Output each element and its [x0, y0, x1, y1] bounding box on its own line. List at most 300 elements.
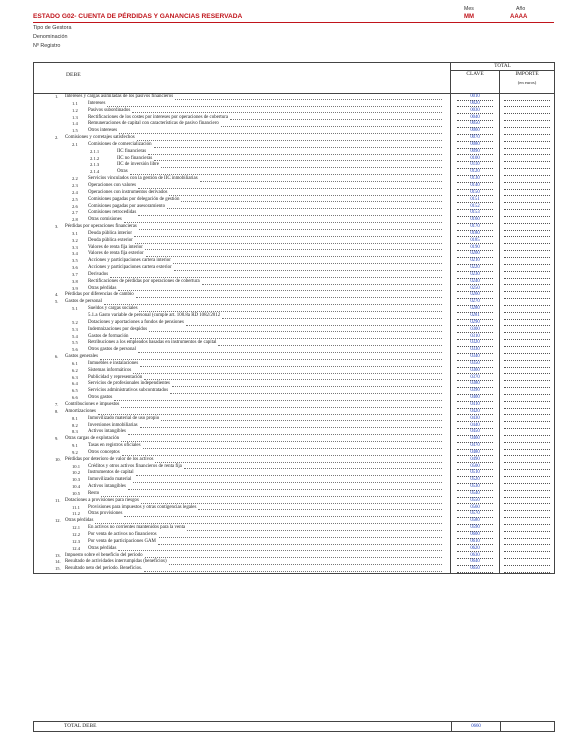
row-code: 0580 [470, 518, 480, 524]
table-row [34, 286, 554, 293]
row-number: 1.5 [72, 128, 78, 134]
row-leader [161, 420, 442, 421]
row-code: 0150 [470, 189, 480, 195]
row-leader [124, 222, 442, 223]
row-leader [186, 325, 442, 326]
row-leader [95, 523, 442, 524]
row-label: Otras pérdidas [88, 545, 117, 551]
table-header [34, 63, 554, 94]
row-code: 0250 [470, 285, 480, 291]
row-code: 0450 [470, 429, 480, 435]
row-code: 0070 [470, 135, 480, 141]
row-label: Resto [88, 490, 100, 496]
row-label: Operaciones con valores [88, 182, 137, 188]
row-label: Intereses [88, 100, 106, 106]
row-label: Intereses y cargas asimiladas de los pasivos financieros [65, 94, 174, 99]
table-row [34, 381, 554, 388]
euros-note: (en euros) [517, 80, 537, 85]
row-leader [144, 379, 442, 380]
table-row [34, 402, 554, 409]
row-code: 0080 [470, 141, 480, 147]
row-code: 0380 [470, 381, 480, 387]
table-row [34, 518, 554, 525]
row-code: 0620 [470, 545, 480, 551]
row-number: 12.1 [72, 525, 81, 531]
row-label: Pérdidas por operaciones financieras [65, 224, 137, 230]
row-leader [128, 489, 442, 490]
row-number: 12. [55, 518, 61, 524]
row-code: 0310 [470, 333, 480, 339]
row-code: 0350 [470, 360, 480, 366]
row-label: Valores de renta fija interior [88, 244, 143, 250]
row-label: Por venta de participaciones GAM [88, 538, 156, 544]
row-leader [100, 359, 442, 360]
row-label: Otras cargas de explotación [65, 436, 120, 442]
row-code: 0520 [470, 477, 480, 483]
row-label: Servicios administrativos subcontratados [88, 388, 169, 394]
row-code: 0530 [470, 484, 480, 490]
row-code: 0500 [470, 463, 480, 469]
row-leader [154, 160, 442, 161]
row-label: Publicidad y representación [88, 374, 143, 380]
row-leader [140, 366, 442, 367]
row-code: 0590 [470, 525, 480, 531]
row-code: 0153 [470, 210, 480, 216]
row-label: Comisiones y corretajes satisfechos [65, 135, 135, 141]
code-underline [457, 572, 493, 573]
row-leader [134, 236, 442, 237]
row-number: 10.1 [72, 463, 81, 469]
table-row [34, 334, 554, 341]
table-row [34, 361, 554, 368]
table-row [34, 156, 554, 163]
row-code: 0460 [470, 436, 480, 442]
table-row [34, 210, 554, 217]
row-code: 0140 [470, 182, 480, 188]
row-number: 5.3 [72, 326, 78, 332]
table-row [34, 566, 554, 573]
table-row [34, 176, 554, 183]
row-number: 11.1 [72, 504, 80, 510]
row-label: Otros gastos [88, 395, 113, 401]
row-code: 0420 [470, 408, 480, 414]
row-leader [202, 284, 442, 285]
row-leader [169, 564, 442, 565]
row-label: Gastos de personal [65, 299, 102, 305]
row-code: 0100 [470, 155, 480, 161]
row-code: 0090 [470, 148, 480, 154]
row-leader [133, 373, 442, 374]
row-leader [149, 331, 442, 332]
row-label: Pasivos subordinados [88, 107, 131, 113]
row-leader [104, 304, 442, 305]
mes-value[interactable]: MM [464, 14, 474, 20]
row-number: 10.5 [72, 490, 81, 496]
row-label: Gastos de formación [88, 333, 129, 339]
row-label: Amortizaciones [65, 408, 96, 414]
row-code: 0170 [470, 224, 480, 230]
column-divider [450, 93, 451, 573]
row-leader [136, 475, 442, 476]
row-code: 0060 [470, 128, 480, 134]
row-code: 0330 [470, 347, 480, 353]
row-number: 8. [55, 408, 59, 414]
row-code: 0600 [470, 532, 480, 537]
row-leader [136, 297, 442, 298]
row-leader [135, 243, 442, 244]
table-row [34, 553, 554, 560]
row-label: Pérdidas por diferencias de cambio [65, 292, 134, 298]
table-row [34, 306, 554, 313]
registro-label: Nº Registro [33, 43, 61, 49]
row-leader [138, 215, 442, 216]
row-code: 0390 [470, 388, 480, 394]
table-row [34, 525, 554, 532]
row-leader [161, 167, 442, 168]
row-label: Resultado neto del periodo. Beneficios. [65, 566, 143, 572]
row-leader [98, 414, 442, 415]
row-label: Retribuciones a los empleados basadas en instrumentos de capital [88, 340, 217, 346]
table-row [34, 149, 554, 156]
row-code: 0640 [470, 559, 480, 565]
table-row [34, 313, 554, 320]
table-row [34, 484, 554, 491]
table-row [34, 272, 554, 279]
row-number: 1.4 [72, 121, 78, 127]
table-body [34, 94, 554, 573]
row-number: 3. [55, 224, 59, 230]
row-leader [187, 530, 442, 531]
row-leader [138, 188, 442, 189]
row-leader [218, 345, 442, 346]
row-label: Resultado de actividades interrumpidas (beneficios) [65, 559, 167, 565]
table-row [34, 457, 554, 464]
row-number: 5.2 [72, 319, 78, 325]
row-number: 5.6 [72, 347, 78, 353]
row-code: 0110 [470, 162, 480, 168]
total-debe-code: 0660 [451, 722, 500, 731]
row-label: Otras pérdidas [65, 518, 94, 524]
total-debe-importe[interactable] [500, 722, 555, 731]
table-row [34, 224, 554, 231]
table-row [34, 231, 554, 238]
row-code: 0470 [470, 443, 480, 449]
row-leader [184, 468, 442, 469]
row-code: 0480 [470, 449, 480, 455]
row-label: Otras pérdidas [88, 285, 117, 291]
row-leader [170, 393, 442, 394]
row-number: 5. [55, 299, 59, 305]
row-number: 3.4 [72, 251, 78, 257]
table-row [34, 470, 554, 477]
row-code: 0440 [470, 422, 480, 428]
row-number: 1. [55, 94, 59, 99]
row-code: 0120 [470, 169, 480, 175]
row-label: Acciones y participaciones cartera exterior [88, 265, 172, 271]
row-leader [121, 441, 442, 442]
row-label: Inmovilizado material de uso propio [88, 415, 160, 421]
table-row [34, 409, 554, 416]
row-code: 0210 [470, 258, 480, 264]
row-label: Tasas en registros oficiales [88, 443, 141, 449]
row-label: Sueldos y cargas sociales [88, 306, 138, 312]
importe-header: IMPORTE [515, 71, 539, 77]
row-label: Otros intereses [88, 128, 118, 134]
row-label: Inmovilizado material [88, 477, 132, 483]
row-label: Rectificaciones de pérdidas por operaciones de cobertura [88, 278, 200, 284]
row-code: 0240 [470, 278, 480, 284]
table-row [34, 423, 554, 430]
row-number: 7. [55, 401, 59, 407]
row-label: Servicios vinculados con la gestión de IIC inmobiliarias [88, 176, 198, 182]
row-leader [137, 140, 442, 141]
row-label: Dotaciones y aportaciones a fondos de pensiones [88, 319, 184, 325]
row-leader [119, 133, 442, 134]
table-row [34, 340, 554, 347]
row-number: 8.3 [72, 429, 78, 435]
row-leader [175, 99, 442, 100]
row-label: IIC no financieras [117, 155, 153, 161]
row-number: 15. [55, 566, 61, 572]
row-code: 0370 [470, 374, 480, 380]
row-label: En activos no corrientes mantenidos para la venta [88, 525, 186, 531]
row-code: 0160 [470, 217, 480, 223]
row-leader [181, 201, 442, 202]
row-leader [144, 571, 442, 572]
row-leader [167, 208, 442, 209]
row-leader [118, 550, 442, 551]
row-label: Gastos generales [65, 354, 98, 360]
row-number: 5.5 [72, 340, 78, 346]
row-code: 0030 [470, 107, 480, 113]
table-row [34, 162, 554, 169]
row-code: 0180 [470, 230, 480, 236]
row-code: 0320 [470, 340, 480, 346]
row-leader [141, 503, 442, 504]
row-number: 11. [55, 497, 61, 503]
row-number: 10.3 [72, 477, 81, 483]
row-label: Valores de renta fija exterior [88, 251, 144, 257]
row-code: 0290 [470, 319, 480, 325]
importe-input[interactable] [504, 572, 550, 573]
row-leader [200, 181, 442, 182]
table-row [34, 395, 554, 402]
table-row [34, 511, 554, 518]
row-label: Instrumentos de capital [88, 470, 134, 476]
row-number: 8.2 [72, 422, 78, 428]
tipo-gestora-label: Tipo de Gestora [33, 25, 72, 31]
row-label: Contribuciones e impuestos [65, 401, 120, 407]
table-row [34, 299, 554, 306]
row-number: 9.1 [72, 443, 78, 449]
row-number: 3.8 [72, 278, 78, 284]
row-leader [107, 106, 442, 107]
denominacion-label: Denominación [33, 34, 68, 40]
anio-value[interactable]: AAAA [510, 14, 528, 20]
row-number: 2.2 [72, 176, 78, 182]
table-row [34, 292, 554, 299]
row-leader [121, 407, 442, 408]
row-label: Activos intangibles [88, 484, 126, 490]
row-code: 0280 [470, 306, 480, 312]
row-number: 5.4 [72, 333, 78, 339]
column-divider [499, 93, 500, 573]
row-number: 10. [55, 456, 61, 462]
table-row [34, 443, 554, 450]
table-row [34, 238, 554, 245]
row-label: Inversiones inmobiliarias [88, 422, 138, 428]
table-row [34, 190, 554, 197]
row-number: 1.3 [72, 114, 78, 120]
table-row [34, 245, 554, 252]
row-label: Comisiones pagadas por asesoramiento [88, 203, 166, 209]
row-number: 13. [55, 552, 61, 558]
row-number: 11.2 [72, 511, 80, 517]
row-number: 3.3 [72, 244, 78, 250]
table-row [34, 169, 554, 176]
row-number: 2.1.3 [90, 162, 100, 168]
row-number: 12.2 [72, 532, 81, 537]
row-code: 0130 [470, 176, 480, 182]
row-code: 0610 [470, 538, 480, 544]
table-row [34, 539, 554, 546]
row-leader [132, 112, 442, 113]
row-label: Derivados [88, 271, 109, 277]
row-number: 6.3 [72, 374, 78, 380]
table-row [34, 450, 554, 457]
row-label: IIC financieras [117, 148, 147, 154]
table-row [34, 505, 554, 512]
row-number: 6.5 [72, 388, 78, 394]
table-row [34, 464, 554, 471]
row-label: Otras provisiones [88, 511, 123, 517]
row-label: Otros gastos de personal [88, 347, 136, 353]
table-row [34, 108, 554, 115]
row-leader [198, 509, 442, 510]
table-row [34, 204, 554, 211]
table-row [34, 197, 554, 204]
row-label: Operaciones con instrumentos derivados [88, 189, 168, 195]
table-row [34, 142, 554, 149]
form-title: ESTADO G02- CUENTA DE PÉRDIDAS Y GANANCIAS RESERVADA [33, 13, 243, 20]
row-code: 0300 [470, 326, 480, 332]
row-code: 0550 [470, 497, 480, 503]
row-leader [124, 516, 442, 517]
row-leader [169, 195, 442, 196]
row-number: 12.3 [72, 538, 81, 544]
row-number: 8.1 [72, 415, 78, 421]
row-code: 0560 [470, 504, 480, 510]
row-leader [159, 537, 442, 538]
row-label: Otros conceptos [88, 449, 120, 455]
row-number: 6.2 [72, 367, 78, 373]
table-row [34, 128, 554, 135]
row-number: 2.1.1 [90, 148, 100, 154]
table-row [34, 94, 554, 101]
table-row [34, 388, 554, 395]
table-row [34, 101, 554, 108]
row-label: Dotaciones a provisiones para riesgos [65, 497, 139, 503]
row-number: 3.9 [72, 285, 78, 291]
row-number: 2. [55, 135, 59, 141]
row-number: 9. [55, 436, 59, 442]
row-label: Comisiones pagadas por delegación de gestión [88, 196, 180, 202]
row-code: 0410 [470, 401, 480, 407]
row-number: 3.2 [72, 237, 78, 243]
row-leader [139, 229, 442, 230]
row-label: Servicios de profesionales independientes [88, 381, 170, 387]
row-leader [140, 427, 442, 428]
table-row [34, 135, 554, 142]
row-code: 0230 [470, 271, 480, 277]
table-row [34, 375, 554, 382]
row-number: 2.6 [72, 203, 78, 209]
table-row [34, 265, 554, 272]
total-header: TOTAL [451, 63, 554, 71]
row-code: 0570 [470, 511, 480, 517]
row-leader [158, 544, 442, 545]
table-row [34, 327, 554, 334]
row-code: 0630 [470, 552, 480, 558]
row-leader [118, 290, 442, 291]
row-number: 14. [55, 559, 61, 565]
row-code: 0510 [470, 470, 480, 476]
anio-label: Año [516, 6, 526, 12]
mes-label: Mes [464, 6, 474, 12]
row-number: 2.4 [72, 189, 78, 195]
table-row [34, 546, 554, 553]
table-row [34, 258, 554, 265]
row-leader [122, 455, 442, 456]
row-code: 0050 [470, 121, 480, 127]
debe-header: DEBE [66, 72, 81, 78]
row-number: 3.1 [72, 230, 78, 236]
row-number: 2.1.2 [90, 155, 100, 161]
table-row [34, 477, 554, 484]
row-code: 0151 [470, 196, 480, 202]
row-leader [143, 448, 443, 449]
table-row [34, 429, 554, 436]
row-number: 2.7 [72, 210, 78, 216]
row-number: 4. [55, 292, 59, 298]
row-code: 0540 [470, 490, 480, 496]
row-number: 2.5 [72, 196, 78, 202]
row-number: 6. [55, 354, 59, 360]
row-leader [145, 249, 442, 250]
row-number: 6.6 [72, 395, 78, 401]
row-leader [114, 400, 442, 401]
row-number: 10.2 [72, 470, 81, 476]
row-code: 0650 [470, 566, 480, 572]
row-code: 0220 [470, 265, 480, 271]
row-leader [110, 277, 442, 278]
row-label: Rectificaciones de los costes por intereses por operaciones de cobertura [88, 114, 229, 120]
row-leader [230, 119, 442, 120]
row-label: 5.1.a Gasto variable de personal (cumple art. 100.8a RD 1082/2012 [88, 313, 221, 318]
row-code: 0430 [470, 415, 480, 421]
table-row [34, 498, 554, 505]
row-code: 0340 [470, 354, 480, 360]
row-code: 0490 [470, 456, 480, 462]
row-leader [145, 557, 442, 558]
total-debe-label: TOTAL DEBE [64, 723, 97, 729]
row-leader [138, 352, 442, 353]
total-debe-row [33, 721, 555, 732]
row-label: Otras comisiones [88, 217, 122, 223]
table-row [34, 115, 554, 122]
row-label: Créditos y otros activos financieros de renta fija [88, 463, 182, 469]
row-label: Activos intangibles [88, 429, 126, 435]
